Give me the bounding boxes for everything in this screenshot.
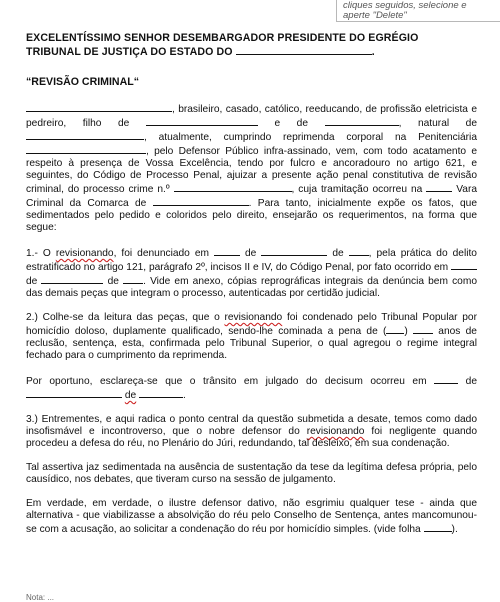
tooltip-hint	[336, 0, 500, 22]
revisionando-word: revisionando	[224, 312, 283, 323]
blank-field[interactable]	[325, 116, 399, 126]
section-title: “REVISÃO CRIMINAL“	[26, 76, 140, 88]
blank-field[interactable]	[26, 144, 146, 154]
paragraph-defense: Em verdade, em verdade, o ilustre defensor dativo, não esgrimiu qualquer tese - ainda que alternativa - que viabilizasse a absolvição do réu pelo Conselho de Sentença, antes mancomunou-se com a acusação, ao solicitar a condenação do réu por homicídio simples. (vide folha ).	[26, 498, 477, 535]
blank-field[interactable]	[26, 388, 122, 398]
blank-field[interactable]	[434, 374, 458, 384]
intro-paragraph: , brasileiro, casado, católico, reeducando, de profissão eletricista e pedreiro, filho de e de , natural de , atualmente, cumprindo reprimenda corporal na Penitenciária , pelo Defensor Público infra-assinado, vem, com todo acatamento e respeito à presença de Vossa Excelência, tendo por fulcro e ancoradouro no artigo 621, e seguintes, do Código de Processo Penal, ajuizar a presente ação penal constitutiva de revisão criminal, do processo crime n.º , cuja tramitação ocorreu na Vara Criminal da Comarca de . Para tanto, inicialmente expõe os fatos, que sedimentados pelo pedido e coloridos pelo direito, ensejarão os requerimentos, na forma que segue:	[26, 104, 478, 233]
blank-field[interactable]	[451, 260, 477, 270]
paragraph-thesis: Tal assertiva jaz sedimentada na ausência de sustentação da tese da legítima defesa própria, pelo causídico, nos debates, que tiveram curso na sessão de julgamento.	[26, 462, 477, 485]
blank-field[interactable]	[26, 102, 172, 112]
blank-field[interactable]	[26, 130, 144, 140]
blank-field[interactable]	[426, 182, 452, 192]
addressee-line-1: EXCELENTÍSSIMO SENHOR DESEMBARGADOR PRESIDENTE DO EGRÉGIO	[26, 32, 419, 44]
paragraph-2: 2.) Colhe-se da leitura das peças, que o revisionando foi condenado pelo Tribunal Popular por homicídio doloso, duplamente qualificado, sendo-lhe cominada a pena de ( ) anos de reclusão, sentença, esta, confirmada pelo Tribunal Superior, o qual agregou o regime integral fechado para o cumprimento da reprimenda.	[26, 312, 477, 361]
footnote: Nota: ...	[26, 593, 55, 602]
revisionando-word: revisionando	[55, 248, 114, 259]
paragraph-3: 3.) Entrementes, e aqui radica o ponto central da questão submetida a desate, temos como dado insofismável e incontroverso, que o nobre defensor do revisionando foi negligente quando procedeu a defesa do réu, no Plenário do Júri, redundando, tal desleixo, em sua condenação.	[26, 414, 477, 449]
blank-field[interactable]	[261, 246, 327, 256]
blank-field[interactable]	[413, 324, 433, 334]
blank-field[interactable]	[349, 246, 369, 256]
blank-field[interactable]	[139, 388, 183, 398]
paragraph-transit: Por oportuno, esclareça-se que o trânsito em julgado do decisum ocorreu em de de .	[26, 376, 477, 401]
tooltip-line-1: cliques seguidos, selecione e	[343, 0, 467, 11]
blank-field[interactable]	[236, 45, 372, 55]
blank-field[interactable]	[41, 274, 103, 284]
blank-field[interactable]	[424, 522, 452, 532]
paragraph-1: 1.- O revisionando, foi denunciado em de de , pela prática do delito estratificado no artigo 121, parágrafo 2º, incisos II e IV, do Código Penal, por fato ocorrido em de de . Vide em anexo, cópias reprográficas integrais da denúncia bem como das demais peças que integram o processo, autenticadas por certidão judicial.	[26, 248, 477, 299]
addressee-line-2: TRIBUNAL DE JUSTIÇA DO ESTADO DO	[26, 46, 233, 58]
blank-field[interactable]	[123, 274, 143, 284]
blank-field[interactable]	[153, 196, 249, 206]
document-page	[26, 32, 477, 548]
blank-field[interactable]	[386, 324, 404, 334]
tooltip-line-2: aperte "Delete"	[343, 10, 407, 21]
blank-field[interactable]	[146, 116, 258, 126]
revisionando-word: revisionando	[306, 426, 365, 437]
blank-field[interactable]	[174, 182, 292, 192]
blank-field[interactable]	[214, 246, 240, 256]
addressee-heading: EXCELENTÍSSIMO SENHOR DESEMBARGADOR PRESIDENTE DO EGRÉGIO TRIBUNAL DE JUSTIÇA DO ESTADO DO .	[26, 32, 419, 58]
